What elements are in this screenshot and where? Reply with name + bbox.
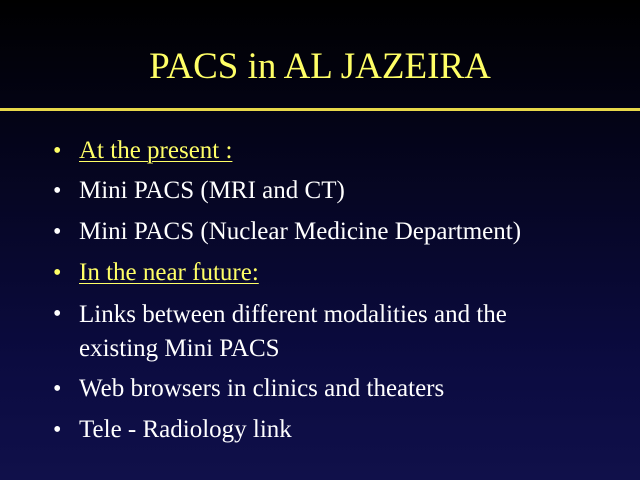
bullet-text: Tele - Radiology link [79, 416, 292, 443]
bullet-marker: • [53, 138, 62, 164]
bullet-text: Web browsers in clinics and theaters [79, 375, 445, 402]
bullet-marker: • [53, 219, 62, 245]
bullet-text: At the present : [79, 137, 233, 164]
bullet-text: In the near future: [79, 259, 259, 286]
bullet-marker: • [53, 260, 62, 286]
bullet-marker: • [53, 417, 62, 443]
bullet-marker: • [53, 301, 62, 327]
slide-title: PACS in AL JAZEIRA [149, 46, 491, 87]
bullet-text: Links between different modalities and the existing Mini PACS [79, 301, 507, 362]
bullet-marker: • [53, 376, 62, 402]
bullet-text: Mini PACS (Nuclear Medicine Department) [79, 218, 522, 245]
bullet-text: Mini PACS (MRI and CT) [79, 177, 345, 204]
bullet-marker: • [53, 178, 62, 204]
